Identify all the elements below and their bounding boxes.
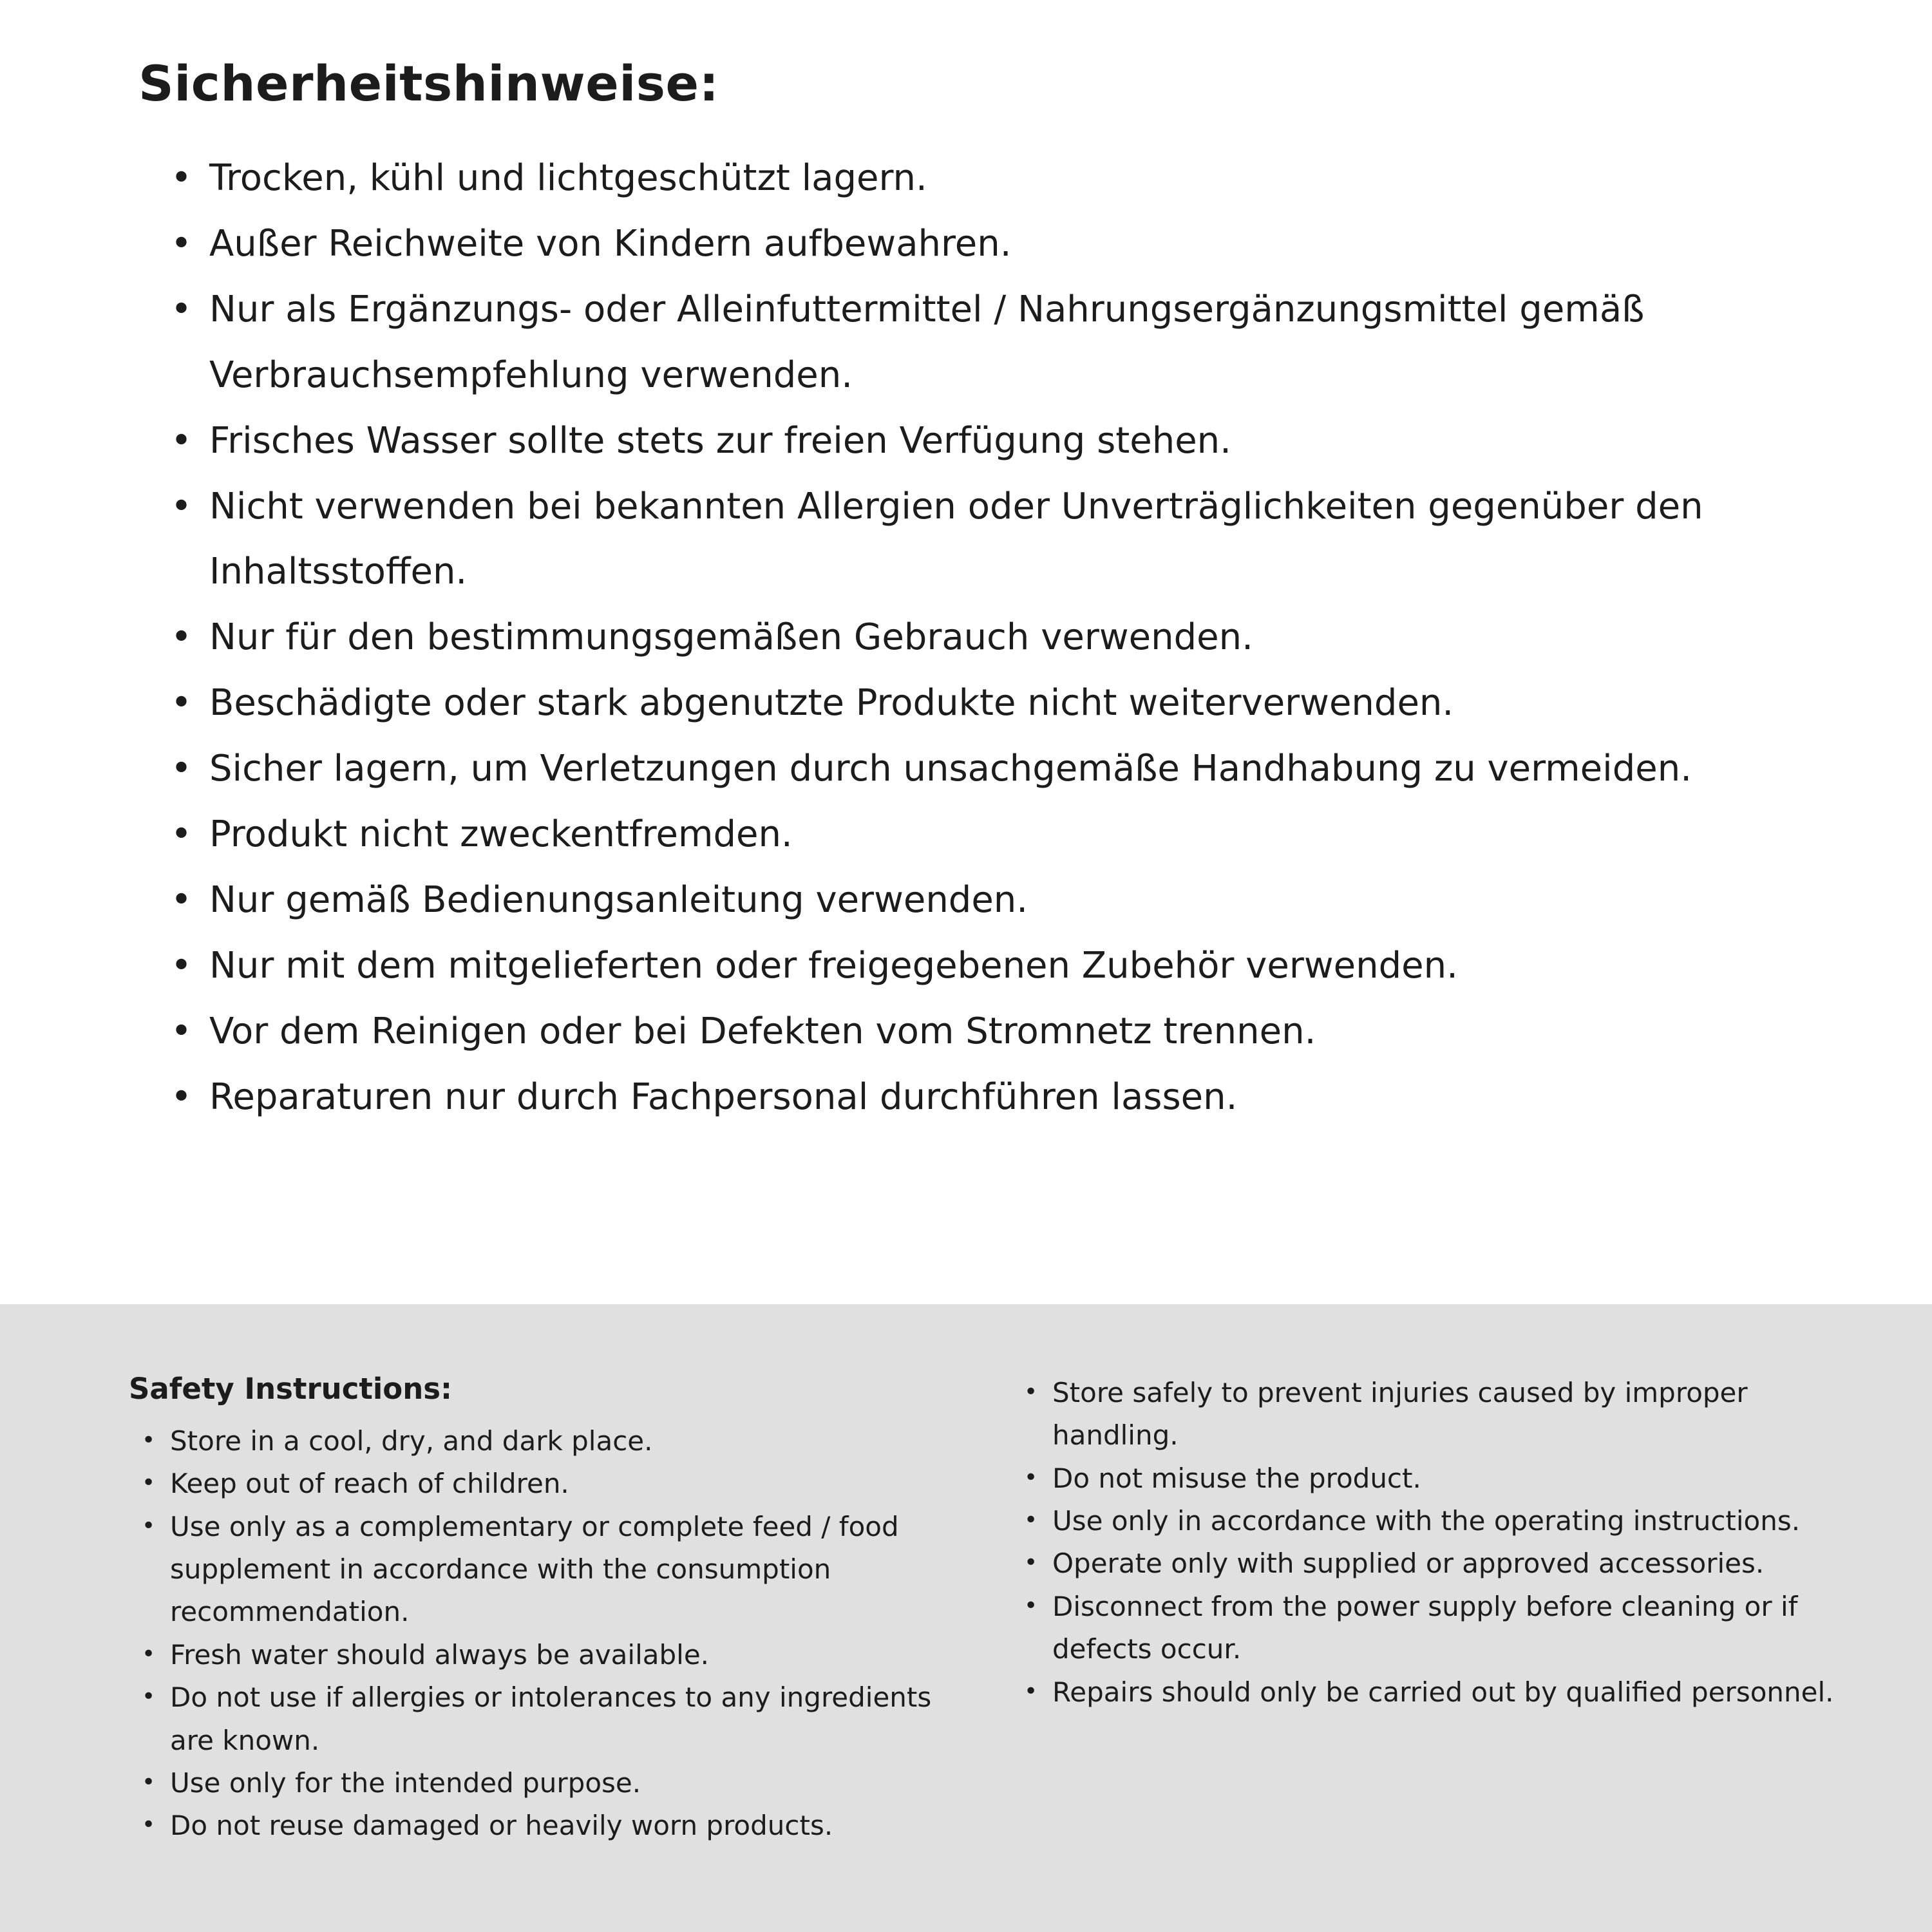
list-item: • Trocken, kühl und lichtgeschützt lagern. — [171, 146, 1835, 211]
list-item: • Nur mit dem mitgelieferten oder freigegebenen Zubehör verwenden. — [171, 933, 1835, 999]
list-item: • Fresh water should always be available. — [142, 1634, 947, 1676]
list-item: • Store safely to prevent injuries caused by improper handling. — [1024, 1372, 1842, 1457]
english-safety-section — [0, 1304, 1932, 1932]
english-section-title: Safety Instructions: — [129, 1372, 453, 1406]
list-item: • Use only for the intended purpose. — [142, 1762, 947, 1804]
list-item: • Frisches Wasser sollte stets zur freien Verfügung stehen. — [171, 408, 1835, 474]
list-item: • Nur für den bestimmungsgemäßen Gebrauch verwenden. — [171, 605, 1835, 670]
list-item: • Keep out of reach of children. — [142, 1463, 947, 1505]
list-item: • Sicher lagern, um Verletzungen durch unsachgemäße Handhabung zu vermeiden. — [171, 736, 1835, 802]
list-item: • Use only as a complementary or complete feed / food supplement in accordance with the consumption recommendation. — [142, 1506, 947, 1634]
english-safety-list-left — [129, 1420, 947, 1848]
list-item: • Do not misuse the product. — [1024, 1457, 1842, 1500]
list-item: • Repairs should only be carried out by qualified personnel. — [1024, 1671, 1842, 1714]
german-safety-list — [138, 146, 1835, 1130]
list-item: • Do not reuse damaged or heavily worn products. — [142, 1804, 947, 1847]
list-item: • Store in a cool, dry, and dark place. — [142, 1420, 947, 1463]
list-item: • Beschädigte oder stark abgenutzte Produkte nicht weiterverwenden. — [171, 670, 1835, 736]
list-item: • Do not use if allergies or intolerances to any ingredients are known. — [142, 1676, 947, 1762]
list-item: • Use only in accordance with the operating instructions. — [1024, 1500, 1842, 1542]
list-item: • Nicht verwenden bei bekannten Allergien oder Unverträglichkeiten gegenüber den Inhaltsstoffen. — [171, 474, 1835, 605]
english-safety-list-right — [1024, 1372, 1842, 1714]
list-item: • Nur gemäß Bedienungsanleitung verwenden. — [171, 867, 1835, 933]
list-item: • Operate only with supplied or approved accessories. — [1024, 1542, 1842, 1585]
german-section-title: Sicherheitshinweise: — [138, 55, 719, 112]
list-item: • Produkt nicht zweckentfremden. — [171, 802, 1835, 867]
list-item: • Disconnect from the power supply before cleaning or if defects occur. — [1024, 1586, 1842, 1671]
list-item: • Vor dem Reinigen oder bei Defekten vom Stromnetz trennen. — [171, 999, 1835, 1065]
list-item: • Nur als Ergänzungs- oder Alleinfuttermittel / Nahrungsergänzungsmittel gemäß Verbrauchsempfehlung verwenden. — [171, 277, 1835, 408]
english-right-column — [1024, 1372, 1842, 1932]
list-item: • Reparaturen nur durch Fachpersonal durchführen lassen. — [171, 1065, 1835, 1130]
english-left-column — [129, 1372, 947, 1932]
list-item: • Außer Reichweite von Kindern aufbewahren. — [171, 211, 1835, 277]
